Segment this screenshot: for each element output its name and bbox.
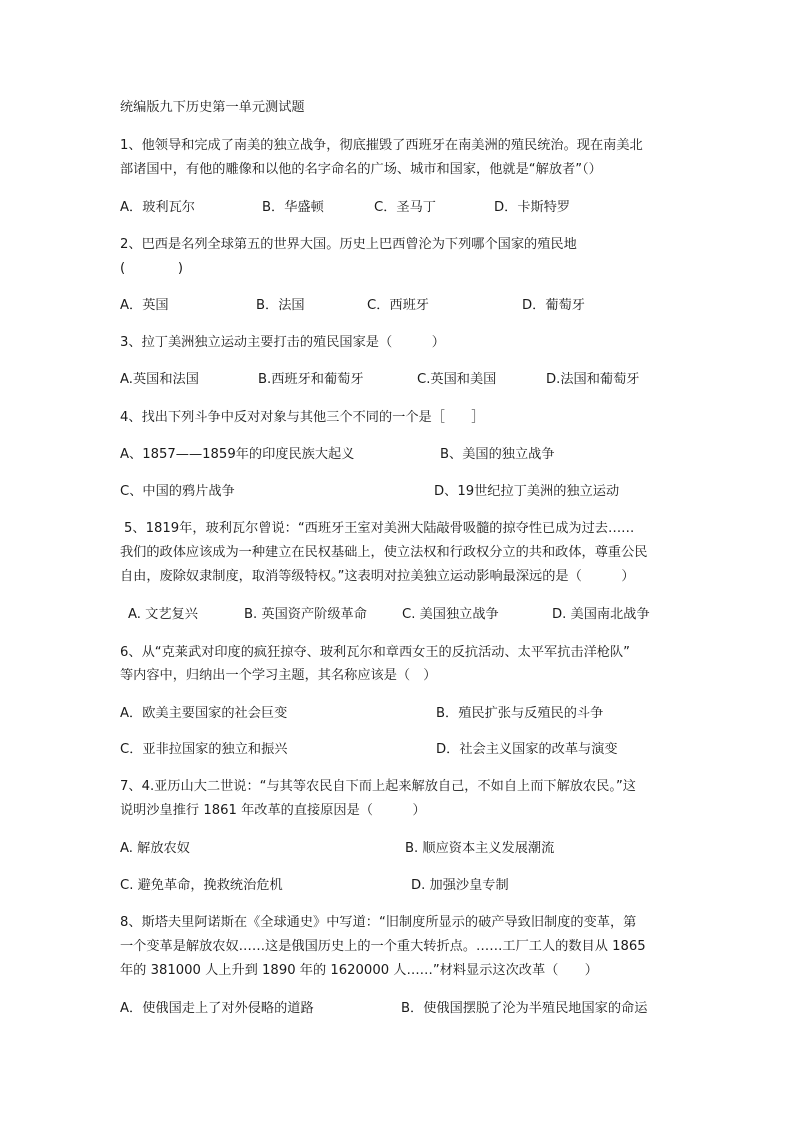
question-5-line-1: 5、1819年，玻利瓦尔曾说：“西班牙王室对美洲大陆敲骨吸髓的掠夺性已成为过去……	[124, 521, 635, 536]
question-4-option-a: A、1857——1859年的印度民族大起义	[120, 447, 355, 462]
question-1-option-d: D．卡斯特罗	[494, 200, 571, 215]
question-6-line-2: 等内容中，归纳出一个学习主题，其名称应该是（ ）	[120, 668, 437, 683]
question-6-option-a: A．欧美主要国家的社会巨变	[120, 706, 288, 721]
question-1-option-a: A．玻利瓦尔	[120, 200, 195, 215]
question-2-option-a: A．英国	[120, 298, 169, 313]
question-3-option-c: C.英国和美国	[417, 372, 497, 387]
question-5-option-a: A. 文艺复兴	[128, 607, 198, 622]
question-1-option-b: B．华盛顿	[262, 200, 324, 215]
question-4-line-1: 4、找出下列斗争中反对对象与其他三个不同的一个是［ ］	[120, 410, 485, 425]
question-3-option-b: B.西班牙和葡萄牙	[258, 372, 364, 387]
question-3-option-d: D.法国和葡萄牙	[546, 372, 640, 387]
question-8-option-b: B．使俄国摆脱了沦为半殖民地国家的命运	[401, 1001, 648, 1016]
question-6-line-1: 6、从“克莱武对印度的疯狂掠夺、玻利瓦尔和章西女王的反抗活动、太平军抗击洋枪队”	[120, 645, 630, 660]
question-3-option-a: A.英国和法国	[120, 372, 199, 387]
question-5-option-c: C. 美国独立战争	[402, 607, 499, 622]
question-6-option-d: D．社会主义国家的改革与演变	[436, 742, 618, 757]
question-7-line-1: 7、4.亚历山大二世说：“与其等农民自下而上起来解放自己，不如自上而下解放农民。”这	[120, 779, 636, 794]
question-2-option-b: B．法国	[256, 298, 305, 313]
question-4-option-b: B、美国的独立战争	[440, 447, 555, 462]
question-2-line-2: ( )	[120, 261, 184, 276]
question-1-line-1: 1、他领导和完成了南美的独立战争，彻底摧毁了西班牙在南美洲的殖民统治。现在南美北	[120, 138, 643, 153]
question-7-option-c: C. 避免革命，挽救统治危机	[120, 878, 283, 893]
question-8-line-3: 年的 381000 人上升到 1890 年的 1620000 人……”材料显示这次改革（ ）	[120, 963, 598, 978]
question-8-line-2: 一个变革是解放农奴……这是俄国历史上的一个重大转折点。……工厂工人的数目从 1865	[120, 939, 646, 954]
question-1-option-c: C．圣马丁	[374, 200, 436, 215]
question-2-line-1: 2、巴西是名列全球第五的世界大国。历史上巴西曾沦为下列哪个国家的殖民地	[120, 237, 577, 252]
question-6-option-c: C．亚非拉国家的独立和振兴	[120, 742, 288, 757]
page-title: 统编版九下历史第一单元测试题	[120, 100, 305, 115]
question-5-line-3: 自由，废除奴隶制度，取消等级特权。”这表明对拉美独立运动影响最深远的是（ ）	[120, 569, 635, 584]
question-8-option-a: A．使俄国走上了对外侵略的道路	[120, 1001, 314, 1016]
question-3-line-1: 3、拉丁美洲独立运动主要打击的殖民国家是（ ）	[120, 335, 445, 350]
question-5-option-b: B. 英国资产阶级革命	[244, 607, 367, 622]
question-1-line-2: 部诸国中，有他的雕像和以他的名字命名的广场、城市和国家，他就是“解放者”（）	[120, 162, 602, 177]
question-4-option-c: C、中国的鸦片战争	[120, 484, 235, 499]
question-7-option-a: A. 解放农奴	[120, 841, 190, 856]
question-6-option-b: B．殖民扩张与反殖民的斗争	[436, 706, 604, 721]
question-2-option-d: D．葡萄牙	[522, 298, 585, 313]
question-8-line-1: 8、斯塔夫里阿诺斯在《全球通史》中写道：“旧制度所显示的破产导致旧制度的变革，第	[120, 915, 637, 930]
question-4-option-d: D、19世纪拉丁美洲的独立运动	[434, 484, 620, 499]
question-5-option-d: D. 美国南北战争	[552, 607, 650, 622]
question-7-option-d: D. 加强沙皇专制	[411, 878, 509, 893]
question-7-line-2: 说明沙皇推行 1861 年改革的直接原因是（ ）	[120, 803, 426, 818]
question-7-option-b: B. 顺应资本主义发展潮流	[405, 841, 555, 856]
question-5-line-2: 我们的政体应该成为一种建立在民权基础上，使立法权和行政权分立的共和政体，尊重公民	[120, 545, 648, 560]
question-2-option-c: C．西班牙	[367, 298, 429, 313]
